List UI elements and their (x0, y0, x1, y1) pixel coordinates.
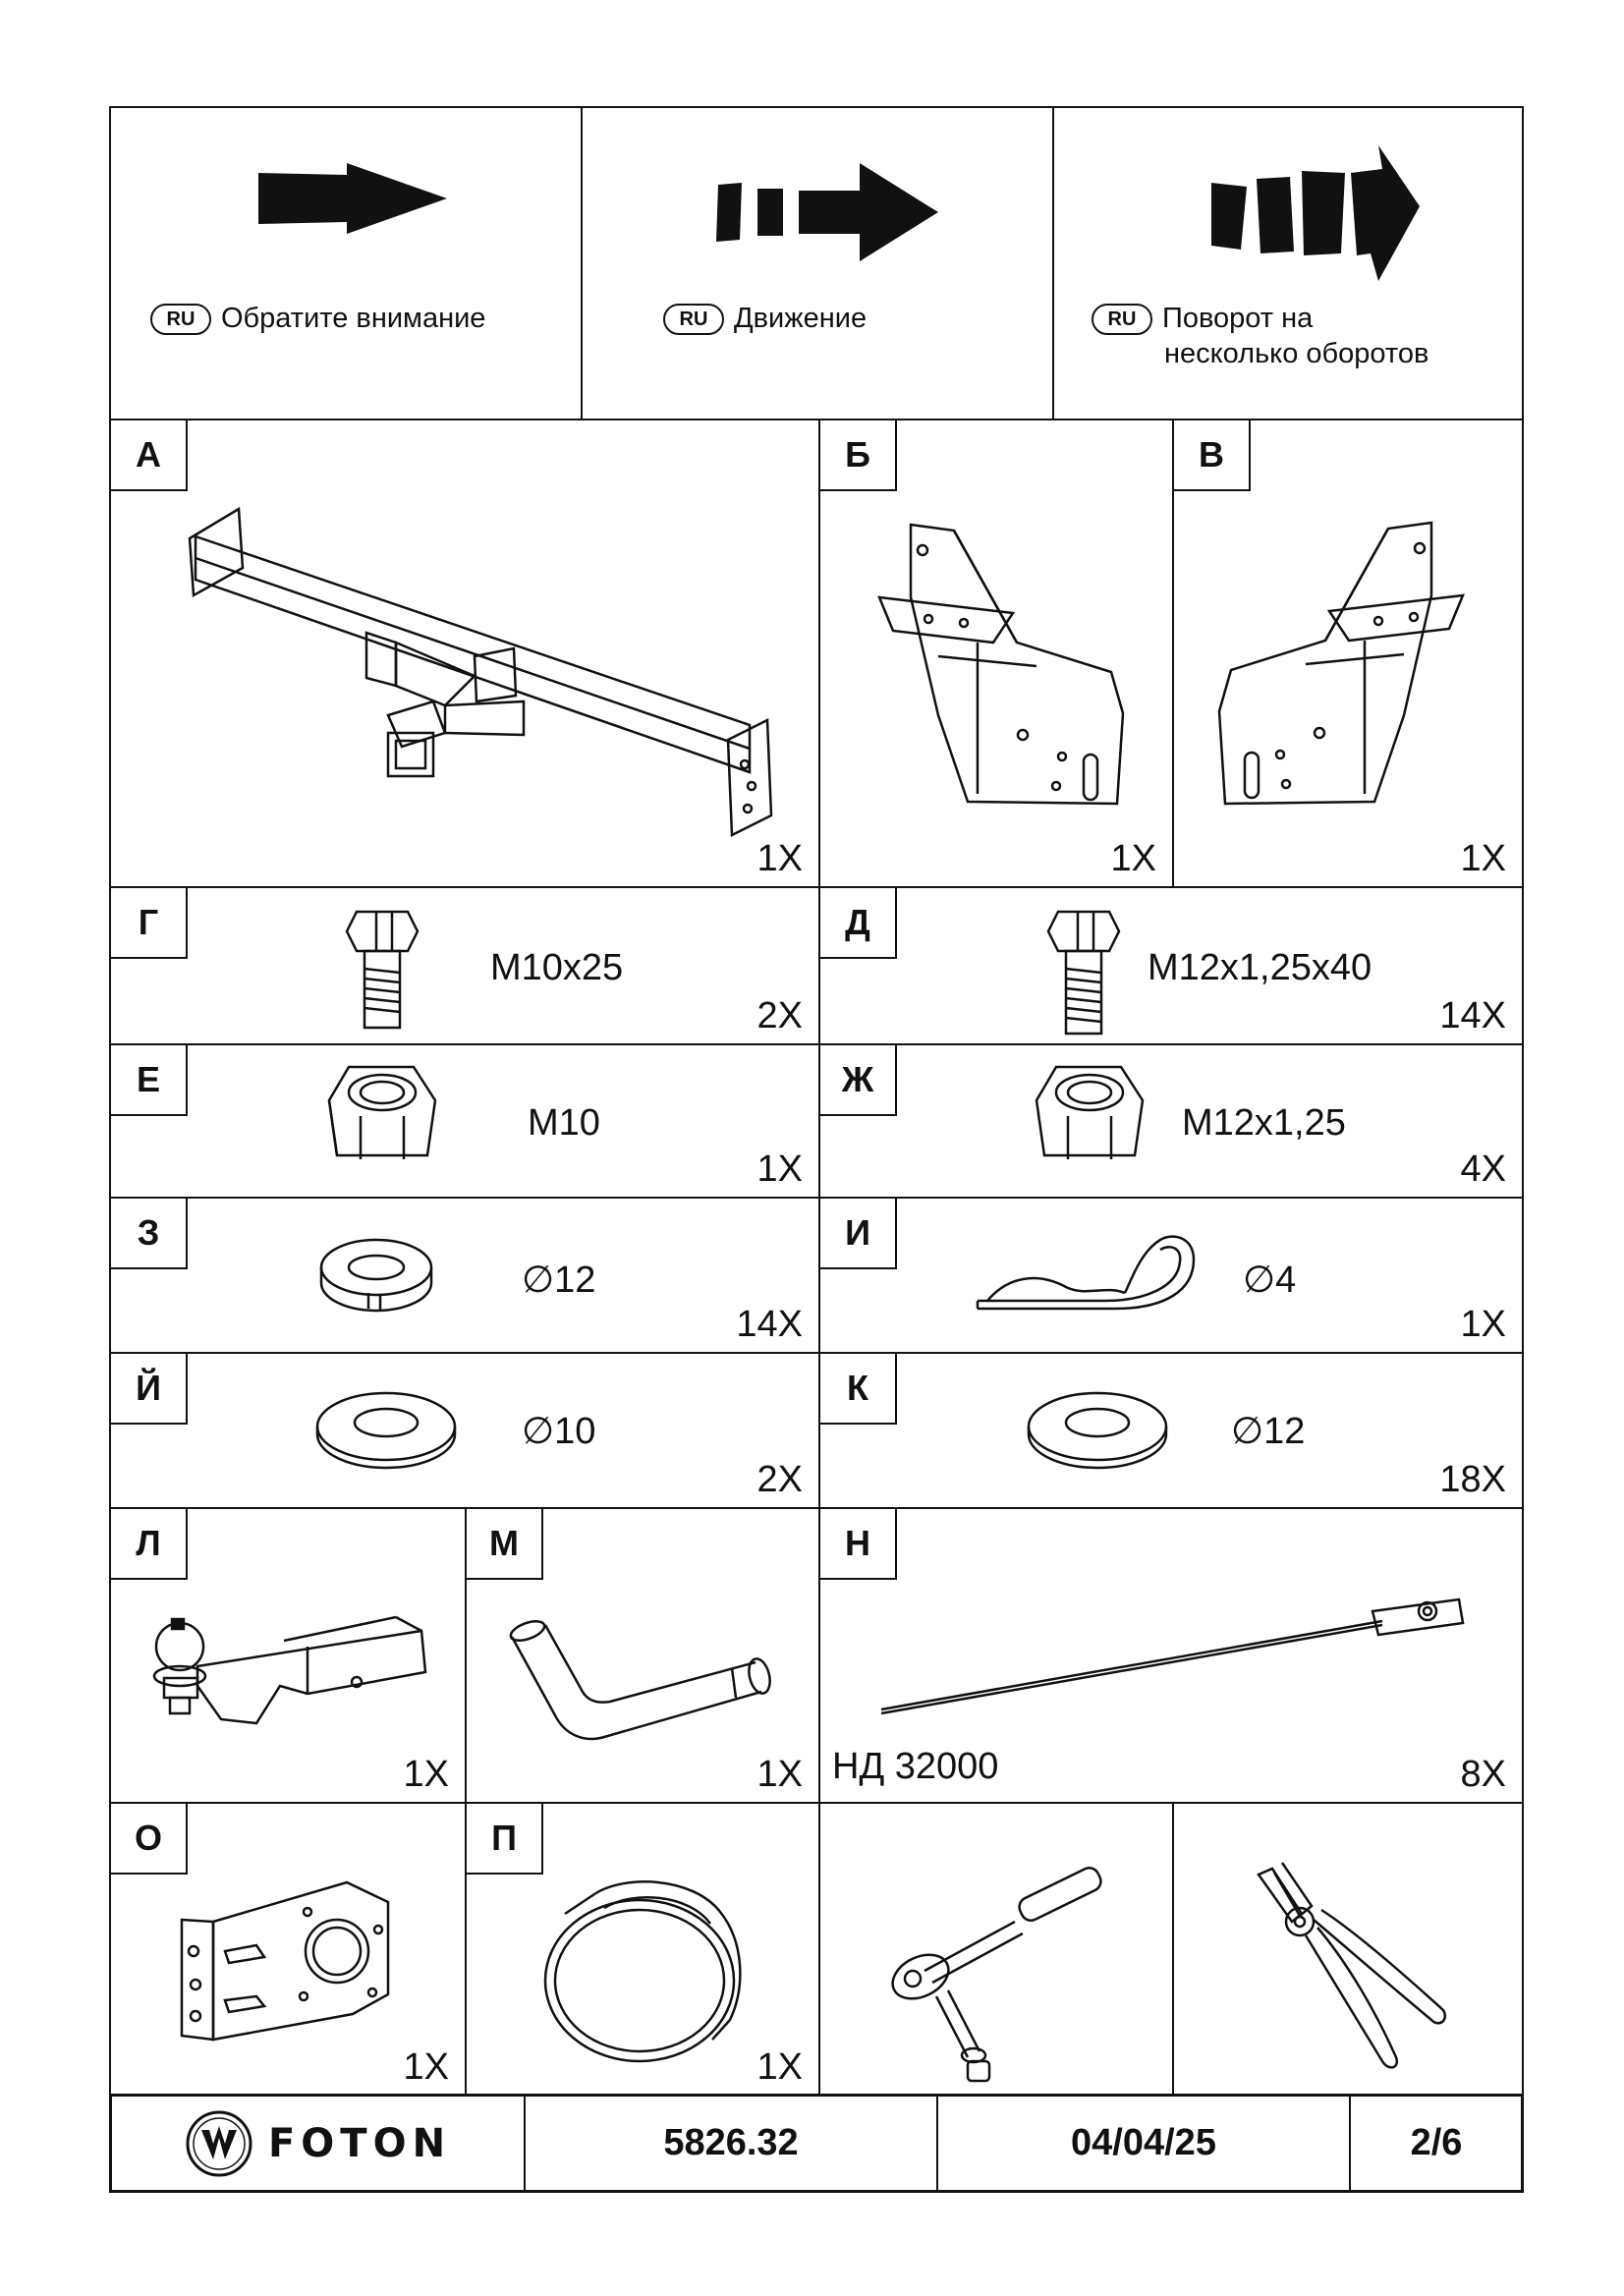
rotation-arrow-icon (1054, 108, 1526, 295)
doc-number: 5826.32 (663, 2122, 799, 2163)
part-spec: M10x25 (490, 947, 624, 988)
legend-label-line1: Поворот на (1162, 303, 1314, 334)
part-quantity: 2X (756, 1459, 803, 1500)
part-letter: Й (111, 1354, 188, 1425)
part-quantity: 1X (756, 1148, 803, 1190)
part-P-adapter-ring (465, 1802, 820, 2097)
side-cutters-icon (1174, 1804, 1526, 2099)
part-letter: Е (111, 1045, 188, 1116)
legend-label: Движение (734, 303, 868, 334)
part-quantity: 1X (756, 1754, 803, 1795)
tool-ratchet-wrench (818, 1802, 1174, 2097)
part-quantity: 8X (1460, 1754, 1506, 1795)
part-letter: П (467, 1804, 543, 1875)
legend-attention (109, 106, 583, 420)
part-I-cotter-pin (818, 1197, 1524, 1354)
part-L-ball-mount (109, 1507, 467, 1804)
part-letter: Ж (820, 1045, 897, 1116)
part-quantity: 1X (756, 2046, 803, 2088)
right-bracket-drawing (820, 420, 1176, 890)
part-letter: А (111, 420, 188, 491)
part-quantity: 1X (756, 838, 803, 879)
language-badge: RU (1092, 304, 1152, 335)
left-bracket-drawing (1174, 420, 1526, 890)
part-quantity: 18X (1439, 1459, 1506, 1500)
part-letter: Г (111, 888, 188, 959)
part-spec: M10 (528, 1102, 600, 1144)
part-letter: О (111, 1804, 188, 1875)
part-spec: M12x1,25 (1182, 1102, 1346, 1144)
part-K-flat-washer (818, 1352, 1524, 1509)
part-letter: М (467, 1509, 543, 1580)
language-badge: RU (663, 304, 724, 335)
flat-washer-icon (1015, 1354, 1192, 1501)
dashed-arrow-icon (583, 108, 1056, 285)
flat-washer-icon (304, 1354, 480, 1501)
part-spec: ∅4 (1243, 1260, 1297, 1301)
part-ZH-nut-m12 (818, 1043, 1524, 1199)
part-code: НД 32000 (832, 1746, 999, 1787)
part-letter: Б (820, 420, 897, 491)
spring-washer-icon (304, 1199, 461, 1346)
footer-date (936, 2094, 1351, 2193)
part-letter: Д (820, 888, 897, 959)
brand-name: FOTON (267, 2120, 452, 2166)
part-letter: З (111, 1199, 188, 1269)
part-letter: В (1174, 420, 1251, 491)
footer-doc-number (524, 2094, 938, 2193)
footer-brand (109, 2094, 526, 2193)
hex-nut-icon (1027, 1045, 1154, 1193)
tool-side-cutters (1172, 1802, 1524, 2097)
hex-nut-icon (319, 1045, 447, 1193)
part-quantity: 14X (736, 1304, 803, 1345)
part-E-nut-m10 (109, 1043, 820, 1199)
part-quantity: 1X (403, 1754, 449, 1795)
part-quantity: 2X (756, 995, 803, 1036)
part-V-left-bracket (1172, 419, 1524, 888)
ratchet-wrench-icon (820, 1804, 1176, 2099)
part-D-bolt-m12 (818, 886, 1524, 1045)
part-quantity: 1X (1110, 838, 1156, 879)
part-quantity: 4X (1460, 1148, 1506, 1190)
part-letter: И (820, 1199, 897, 1269)
legend-label: Обратите внимание (221, 303, 486, 334)
part-spec: M12x1,25x40 (1148, 947, 1372, 988)
tow-bar-crossbeam-drawing (111, 420, 822, 890)
part-spec: ∅12 (522, 1260, 596, 1301)
page-number: 2/6 (1410, 2122, 1463, 2163)
part-spec: ∅12 (1231, 1411, 1306, 1452)
part-quantity: 14X (1439, 995, 1506, 1036)
part-O-socket-bracket (109, 1802, 467, 2097)
part-letter: К (820, 1354, 897, 1425)
part-M-hitch-pin (465, 1507, 820, 1804)
part-quantity: 1X (1460, 1304, 1506, 1345)
hex-bolt-icon (337, 888, 455, 1045)
foton-logo-icon (184, 2108, 254, 2179)
part-A-tow-bar (109, 419, 820, 888)
hex-bolt-icon (1038, 888, 1156, 1045)
part-IY-flat-washer (109, 1352, 820, 1509)
part-letter: Н (820, 1509, 897, 1580)
part-N-cable-tie (818, 1507, 1524, 1804)
solid-arrow-icon (111, 108, 585, 285)
part-quantity: 1X (403, 2046, 449, 2088)
doc-date: 04/04/25 (1071, 2122, 1216, 2163)
legend-rotation (1052, 106, 1524, 420)
part-Z-spring-washer (109, 1197, 820, 1354)
part-G-bolt-m10 (109, 886, 820, 1045)
part-spec: ∅10 (522, 1411, 596, 1452)
part-B-right-bracket (818, 419, 1174, 888)
legend-movement (581, 106, 1054, 420)
part-quantity: 1X (1460, 838, 1506, 879)
cotter-pin-icon (968, 1199, 1223, 1346)
language-badge: RU (150, 304, 211, 335)
part-letter: Л (111, 1509, 188, 1580)
legend-label-line2: несколько оборотов (1164, 338, 1429, 369)
footer-page (1349, 2094, 1524, 2193)
